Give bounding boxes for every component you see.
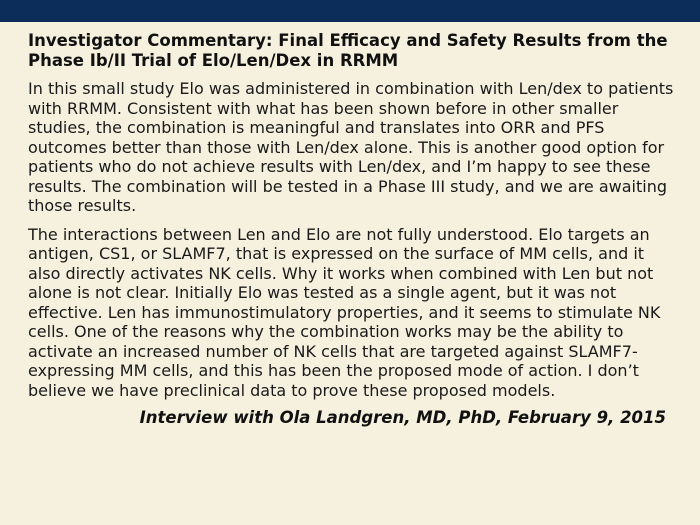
- commentary-paragraph-1: In this small study Elo was administered in combination with Len/dex to patients with RRMM. Consistent with what has been shown before in other smaller studies, the combination is meaningful and translates into ORR and PFS outcomes better than those with Len/dex alone. This is another good option for patients who do not achieve results with Len/dex, and I’m happy to see these results. The combination will be tested in a Phase III study, and we are awaiting those results.: [28, 79, 674, 215]
- commentary-paragraph-2: The interactions between Len and Elo are not fully understood. Elo targets an antigen, CS1, or SLAMF7, that is expressed on the surface of MM cells, and it also directly activates NK cells. Why it works when combined with Len but not alone is not clear. Initially Elo was tested as a single agent, but it was not effective. Len has immunostimulatory properties, and it seems to stimulate NK cells. One of the reasons why the combination works may be the ability to activate an increased number of NK cells that are targeted against SLAMF7-expressing MM cells, and this has been the proposed mode of action. I don’t believe we have preclinical data to prove these proposed models.: [28, 224, 661, 400]
- interview-attribution: Interview with Ola Landgren, MD, PhD, February 9, 2015: [139, 408, 666, 427]
- slide-content: [28, 31, 678, 428]
- slide-title: Investigator Commentary: Final Efficacy and Safety Results from the Phase Ib/II Trial of Elo/Len/Dex in RRMM: [28, 31, 668, 70]
- header-band: [0, 0, 700, 22]
